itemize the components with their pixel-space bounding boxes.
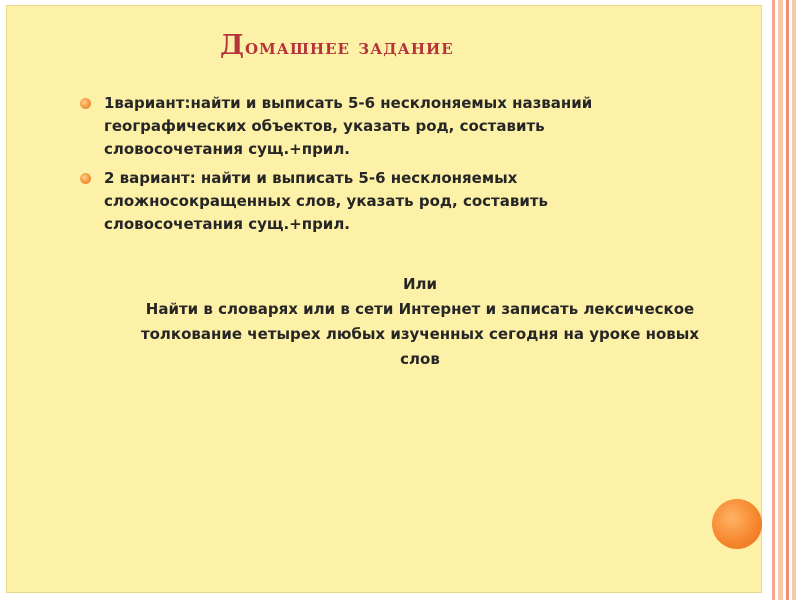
- bullet-dot-icon: [80, 173, 91, 184]
- bullet-list: [80, 92, 720, 242]
- bullet-text-2: 2 вариант: найти и выписать 5-6 несклоняемых сложносокращенных слов, указать род, составить словосочетания сущ.+прил.: [104, 169, 549, 233]
- bullet-dot-icon: [80, 98, 91, 109]
- extra-task-block: [80, 272, 760, 372]
- decorative-circle: [712, 499, 762, 549]
- paragraph-line-1: Найти в словарях или в сети Интернет и записать лексическое: [145, 300, 695, 318]
- paragraph-line-3: слов: [400, 350, 440, 368]
- or-text: Или: [402, 275, 438, 293]
- bullet-text-1: 1вариант:найти и выписать 5-6 несклоняемых названий географических объектов, указать род, составить словосочетания сущ.+прил.: [104, 94, 593, 158]
- title-rest: омашнее задание: [245, 34, 454, 59]
- paragraph-line-2: толкование четырех любых изученных сегодня на уроке новых: [140, 325, 700, 343]
- bullet-item-1: [80, 92, 720, 161]
- slide-title: [220, 30, 454, 61]
- bullet-item-2: [80, 167, 720, 236]
- decorative-stripes: [766, 0, 800, 600]
- title-initial: Д: [220, 30, 246, 61]
